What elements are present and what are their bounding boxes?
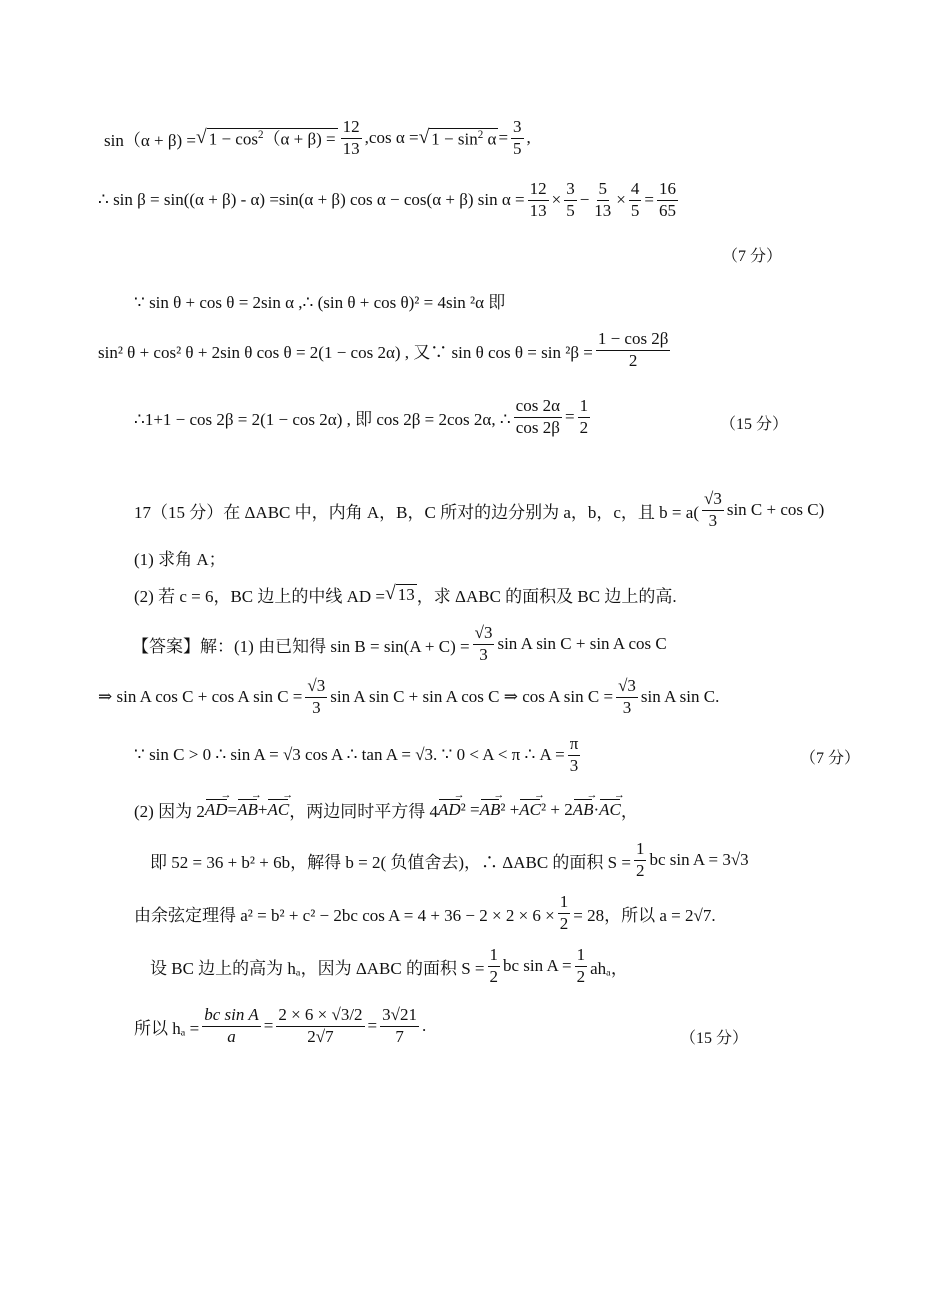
score-label: （15 分）: [680, 1030, 749, 1047]
vector-ad: AD →: [438, 800, 461, 820]
fraction: [558, 893, 571, 933]
answer-text: ² =: [460, 799, 480, 819]
score-label: （7 分）: [800, 750, 861, 767]
fraction-denominator: 3: [569, 755, 579, 775]
fraction-numerator: √3: [702, 490, 724, 511]
fraction-denominator: a: [227, 1026, 236, 1046]
vector-ac: AC →: [599, 800, 621, 820]
fraction-denominator: 13: [529, 200, 547, 220]
fraction: [528, 180, 549, 220]
radicand: 13: [397, 585, 415, 605]
answer-line-7: [150, 946, 628, 986]
formula-text: =: [644, 190, 654, 210]
fraction: [202, 1006, 260, 1046]
fraction-numerator: 5: [597, 180, 610, 201]
fraction-numerator: √3: [616, 677, 638, 698]
answer-text: 【答案】解：(1) 由已知得 sin B = sin(A + C) =: [132, 636, 470, 656]
fraction-denominator: 65: [658, 200, 676, 220]
formula-text: sin² θ + cos² θ + 2sin θ cos θ = 2(1 − cos 2α) , 又∵ sin θ cos θ = sin ²β =: [98, 342, 593, 362]
fraction-numerator: 12: [528, 180, 549, 201]
fraction-denominator: 2: [628, 350, 638, 370]
formula-text: =: [564, 407, 575, 427]
question-2: [134, 582, 677, 607]
answer-text: ⇒ sin A cos C + cos A sin C =: [98, 687, 303, 707]
answer-text: sin A sin C + sin A cos C: [497, 634, 667, 654]
fraction-denominator: 3: [708, 510, 718, 530]
fraction: [634, 840, 647, 880]
answer-text: 即 52 = 36 + b² + 6b，解得 b = 2( 负值舍去)，∴ ΔABC 的面积 S =: [150, 852, 631, 872]
answer-text: ·: [593, 799, 600, 819]
formula-line-3: ∵ sin θ + cos θ = 2sin α ,∴ (sin θ + cos θ)² = 4sin ²α 即: [134, 293, 506, 312]
formula-line-5: [134, 397, 593, 437]
vector-ab: AB →: [480, 800, 501, 820]
fraction-numerator: 3: [511, 118, 524, 139]
problem-text: (2) 若 c = 6，BC 边上的中线 AD =: [134, 587, 386, 606]
vector-ad: AD →: [205, 800, 228, 820]
fraction: [596, 330, 671, 370]
sqrt-expression: √ $1 - \cos^2(\alpha + \beta)$ =: [195, 126, 336, 149]
fraction-numerator: 3√21: [380, 1006, 419, 1027]
sqrt-expression: √ 13: [385, 583, 415, 605]
fraction: [276, 1006, 364, 1046]
fraction: [341, 118, 362, 158]
fraction: [305, 677, 327, 717]
formula-line-1: [104, 118, 531, 158]
fraction-numerator: 1: [558, 893, 571, 914]
formula-text: α: [483, 129, 497, 149]
fraction-denominator: 5: [566, 200, 575, 220]
fraction-numerator: √3: [305, 677, 327, 698]
fraction: [657, 180, 678, 220]
fraction: [616, 677, 638, 717]
fraction-denominator: 13: [342, 138, 360, 158]
fraction-denominator: 5: [630, 200, 640, 220]
formula-text: ,cos α =: [364, 128, 419, 148]
fraction-numerator: 2 × 6 × √3/2: [276, 1006, 364, 1027]
fraction: [578, 397, 591, 437]
sqrt-expression: √ $1 - \sin^2 \alpha$: [418, 126, 497, 149]
fraction: [511, 118, 524, 158]
question-1: (1) 求角 A；: [134, 550, 226, 569]
answer-text: = 28，所以 a = 2√7.: [573, 905, 716, 925]
formula-text: −: [579, 190, 590, 210]
vector-ac: AC →: [519, 800, 541, 820]
vector-ac: AC →: [267, 800, 289, 820]
answer-line-1: [132, 624, 667, 664]
fraction: [702, 490, 724, 530]
formula-text: ,: [526, 128, 531, 148]
fraction-denominator: 13: [594, 200, 612, 220]
fraction-denominator: 3: [312, 697, 321, 717]
fraction-numerator: π: [568, 735, 581, 756]
answer-line-3: [134, 735, 583, 775]
answer-text: +: [257, 799, 268, 819]
answer-text: ² + 2: [541, 799, 573, 819]
fraction-denominator: 5: [513, 138, 522, 158]
answer-text: sin A sin C.: [640, 687, 720, 707]
formula-text: ∴1+1 − cos 2β = 2(1 − cos 2α) , 即 cos 2β = 2cos 2α, ∴: [134, 409, 511, 429]
fraction-numerator: cos 2α: [514, 397, 562, 418]
fraction: [568, 735, 581, 775]
answer-text: ∵ sin C > 0 ∴ sin A = √3 cos A ∴ tan A = √3. ∵ 0 < A < π ∴ A =: [134, 745, 565, 765]
answer-text: (2) 因为 2: [134, 802, 205, 821]
problem-text: ，求 ΔABC 的面积及 BC 边上的高.: [416, 587, 677, 606]
problem-text: 17（15 分）在 ΔABC 中，内角 A，B，C 所对的边分别为 a，b，c，且 b = a(: [134, 502, 699, 522]
answer-line-5: [150, 840, 749, 880]
fraction-denominator: cos 2β: [515, 417, 560, 437]
fraction-numerator: 1: [578, 397, 591, 418]
formula-text: ×: [616, 190, 626, 210]
answer-text: sin A sin C + sin A cos C ⇒ cos A sin C =: [330, 687, 614, 707]
answer-line-8: [134, 1006, 426, 1046]
fraction-numerator: 4: [629, 180, 642, 201]
answer-text: =: [227, 799, 238, 819]
formula-text: sin（α + β) =: [104, 130, 196, 150]
answer-text: 设 BC 边上的高为 hₐ，因为 ΔABC 的面积 S =: [150, 958, 485, 978]
problem-text: sin C + cos C): [726, 500, 825, 520]
fraction: [488, 946, 501, 986]
formula-text: （α + β) =: [263, 129, 336, 149]
fraction-denominator: 3: [622, 697, 632, 717]
answer-text: =: [367, 1016, 378, 1036]
fraction: [564, 180, 577, 220]
answer-line-6: [134, 893, 716, 933]
fraction-numerator: 1 − cos 2β: [596, 330, 671, 351]
fraction: [575, 946, 588, 986]
formula-text: ∴ sin β = sin((α + β) - α) =sin(α + β) cos α − cos(α + β) sin α =: [98, 190, 525, 210]
formula-line-4: [98, 330, 673, 370]
fraction-denominator: 3: [479, 644, 488, 664]
fraction-denominator: 2√7: [307, 1026, 334, 1046]
problem-17-statement: [134, 490, 824, 530]
answer-text: 所以 hₐ =: [134, 1018, 200, 1038]
fraction-numerator: 1: [575, 946, 588, 967]
answer-text: ahₐ，: [590, 958, 628, 978]
score-label: （15 分）: [720, 416, 789, 433]
fraction-numerator: bc sin A: [202, 1006, 260, 1027]
answer-line-2: [98, 677, 719, 717]
fraction-numerator: 1: [488, 946, 501, 967]
answer-text: ，两边同时平方得 4: [289, 802, 438, 821]
fraction-denominator: 2: [635, 860, 645, 880]
vector-ab: AB →: [237, 800, 258, 820]
fraction-numerator: 1: [634, 840, 647, 861]
fraction-numerator: √3: [473, 624, 495, 645]
answer-text: 由余弦定理得 a² = b² + c² − 2bc cos A = 4 + 36 − 2 × 2 × 6 ×: [134, 905, 555, 925]
fraction: [629, 180, 642, 220]
answer-text: bc sin A = 3√3: [649, 850, 749, 870]
fraction-numerator: 12: [341, 118, 362, 139]
formula-text: =: [498, 128, 509, 148]
formula-text: 1 − sin: [431, 129, 478, 149]
answer-text: bc sin A =: [503, 956, 572, 976]
score-label: （7 分）: [722, 248, 783, 265]
fraction: [473, 624, 495, 664]
answer-line-4: [134, 797, 638, 822]
vector-ab: AB →: [573, 800, 594, 820]
formula-text: ×: [551, 190, 562, 210]
formula-text: 1 − cos: [208, 129, 258, 149]
fraction: [514, 397, 562, 437]
formula-line-2: [98, 180, 681, 220]
answer-text: .: [421, 1016, 427, 1036]
fraction-numerator: 3: [564, 180, 577, 201]
fraction-denominator: 7: [395, 1026, 404, 1046]
answer-text: ，: [620, 802, 638, 821]
fraction-denominator: 2: [576, 966, 586, 986]
fraction-denominator: 2: [489, 966, 499, 986]
answer-text: ² +: [500, 799, 520, 819]
fraction-denominator: 2: [559, 913, 569, 933]
fraction-numerator: 16: [657, 180, 678, 201]
fraction: [592, 180, 613, 220]
answer-text: =: [263, 1016, 274, 1036]
fraction-denominator: 2: [579, 417, 589, 437]
fraction: [380, 1006, 419, 1046]
